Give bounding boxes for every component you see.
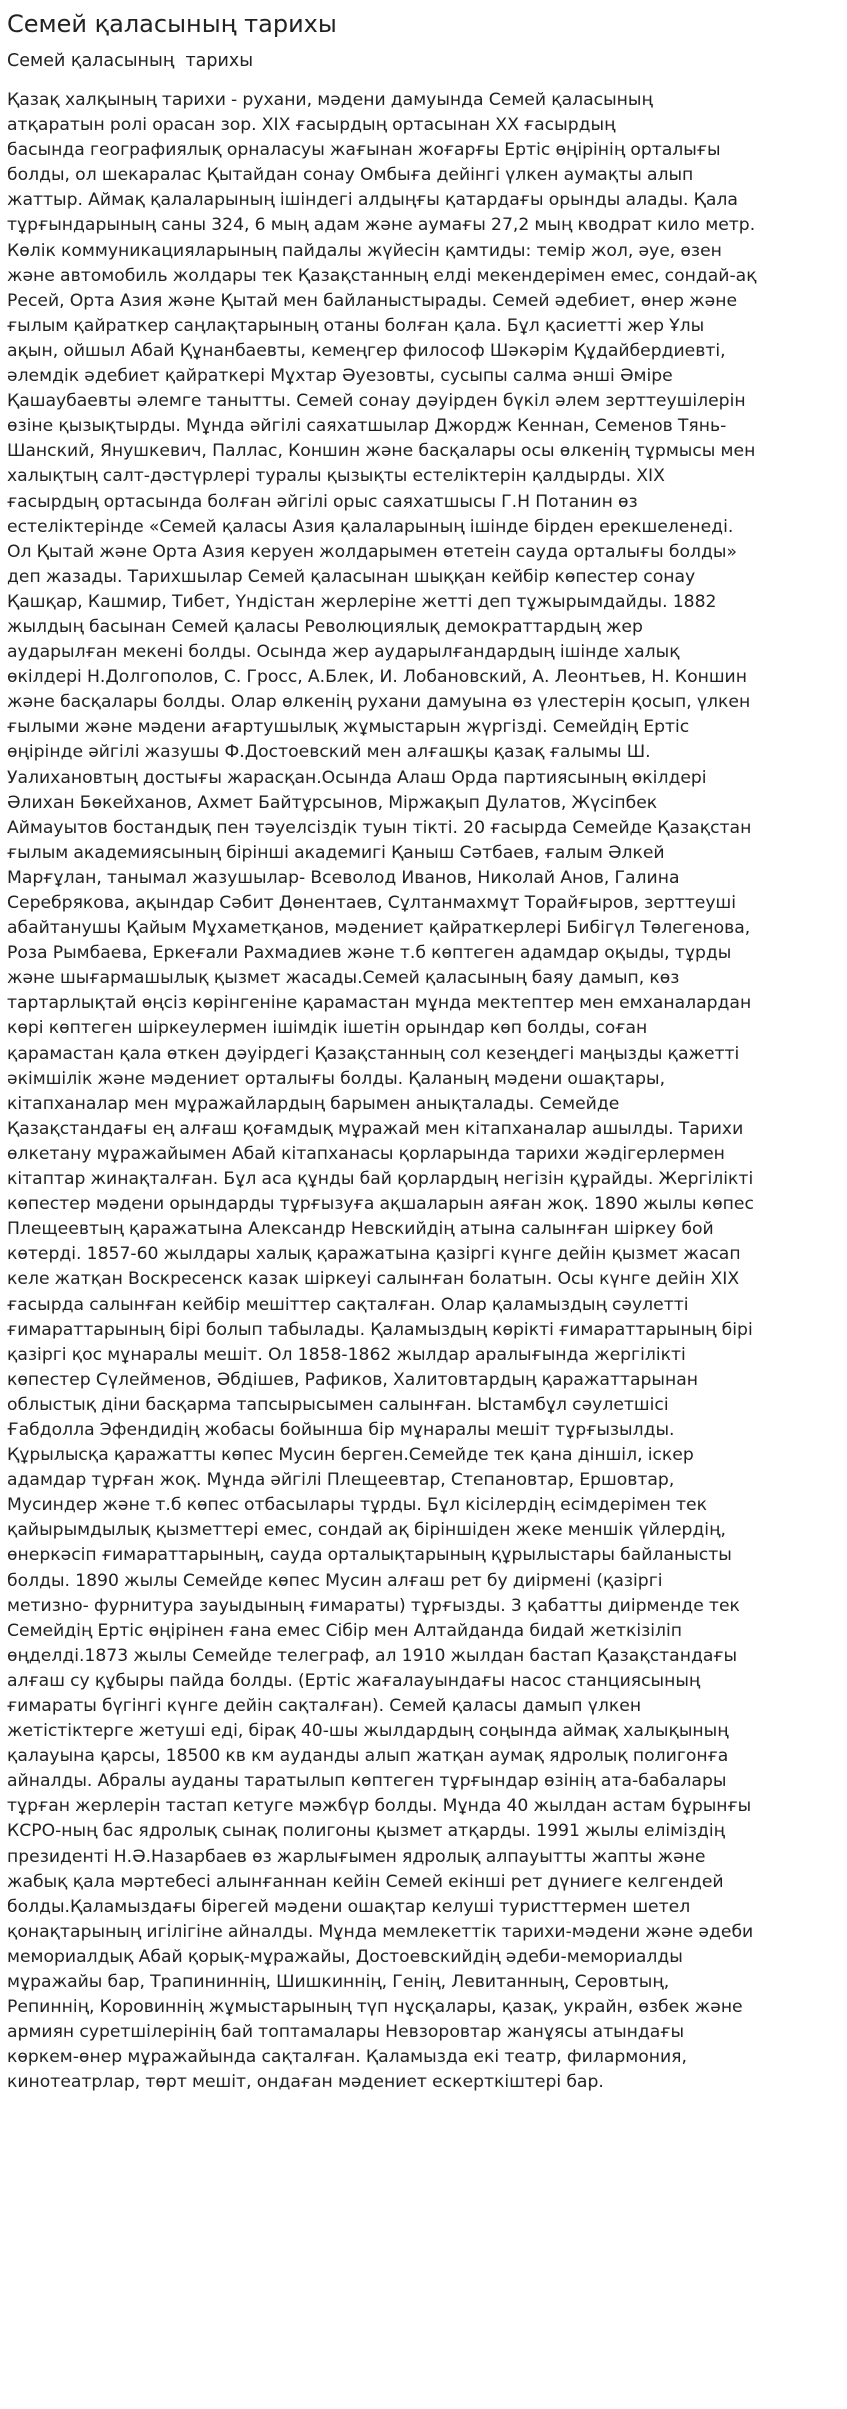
- body-line: жетістіктерге жетуші еді, бірақ 40-шы жылдардың соңында аймақ халықының: [7, 1721, 729, 1742]
- body-line: халықтың салт-дәстүрлері туралы қызықты естеліктерін қалдырды. XIX: [7, 466, 665, 487]
- body-line: армиян суретшілерінің бай топтамалары Невзоровтар жанұясы атындағы: [7, 2022, 685, 2043]
- body-line: Уалихановтың достығы жарасқан.Осында Алаш Орда партиясының өкілдері: [7, 767, 707, 788]
- body-line: тұрғындарының саны 324, 6 мың адам және аумағы 27,2 мың кводрат кило метр.: [7, 215, 756, 236]
- body-line: жылдың басынан Семей қаласы Революциялық демократтардың жер: [7, 616, 643, 637]
- body-line: абайтанушы Қайым Мұхаметқанов, мәдениет қайраткерлері Бибігүл Төлегенова,: [7, 918, 751, 939]
- body-line: өнеркәсіп ғимараттарының, сауда орталықтарының құрылыстары байланысты: [7, 1545, 732, 1566]
- body-line: қарамастан қала өткен дәуірдегі Қазақстанның сол кезеңдегі маңызды қажетті: [7, 1043, 740, 1064]
- body-line: Қазақстандағы ең алғаш қоғамдық мұражай мен кітапханалар ашылды. Тарихи: [7, 1118, 744, 1139]
- body-line: өңірінде әйгілі жазушы Ф.Достоевский мен алғашқы қазақ ғалымы Ш.: [7, 742, 651, 763]
- body-line: жаттыр. Аймақ қалаларының ішіндегі алдыңғы қатардағы орынды алады. Қала: [7, 190, 738, 211]
- body-line: қайырымдылық қызметтері емес, сондай ақ біріншіден жеке меншік үйлердің,: [7, 1520, 726, 1541]
- body-line: жабық қала мәртебесі алынғаннан кейін Семей екінші рет дүниеге келгендей: [7, 1871, 724, 1892]
- body-line: және автомобиль жолдары тек Қазақстанның елді мекендерімен емес, сондай-ақ: [7, 265, 757, 286]
- body-line: аударылған мекені болды. Осында жер аударылғандардың ішінде халық: [7, 642, 680, 663]
- body-line: басында географиялық орналасуы жағынан жоғарғы Ертіс өңірінің орталығы: [7, 140, 721, 161]
- body-line: болды, ол шекаралас Қытайдан сонау Омбыға дейінгі үлкен аумақты алып: [7, 165, 694, 186]
- body-line: Көлік коммуникацияларының пайдалы жүйесін қамтиды: темір жол, әуе, өзен: [7, 240, 722, 261]
- body-line: және басқалары болды. Олар өлкенің рухани дамуына өз үлестерін қосып, үлкен: [7, 692, 751, 713]
- body-line: кітаптар жинақталған. Бұл аса құнды бай қорлардың негізін құрайды. Жергілікті: [7, 1169, 754, 1190]
- body-line: Серебрякова, ақындар Сәбит Дөнентаев, Сұлтанмахмұт Торайғыров, зерттеуші: [7, 893, 737, 913]
- body-line: Қашқар, Кашмир, Тибет, Үндістан жерлеріне жетті деп тұжырымдайды. 1882: [7, 591, 717, 612]
- body-line: мұражайы бар, Трапининнің, Шишкиннің, Генің, Левитанның, Серовтың,: [7, 1972, 670, 1993]
- body-line: алғаш су құбыры пайда болды. (Ертіс жағалауындағы насос станциясының: [7, 1670, 701, 1691]
- article-body: [7, 88, 839, 2096]
- body-line: Қашаубаевты әлемге танытты. Семей сонау дәуірден бүкіл әлем зерттеушілерін: [7, 391, 746, 412]
- body-line: ғылым академиясының бірінші академигі Қаныш Сәтбаев, ғалым Әлкей: [7, 842, 665, 863]
- body-line: тартарлықтай өңсіз көрінгеніне қарамастан мұнда мектептер мен емханалардан: [7, 993, 752, 1014]
- body-line: Плещеевтың қаражатына Александр Невскийдің атына салынған шіркеу бой: [7, 1219, 714, 1240]
- body-line: көпестер мәдени орындарды тұрғызуға ақшаларын аяған жоқ. 1890 жылы көпес: [7, 1194, 754, 1215]
- body-line: ғимараттарының бірі болып табылады. Қаламыздың көрікті ғимараттарының бірі: [7, 1319, 753, 1340]
- body-line: және шығармашылық қызмет жасады.Семей қаласының баяу дамып, көз: [7, 968, 680, 989]
- body-line: айналды. Абралы ауданы таратылып көптеген тұрғындар өзінің ата-бабалары: [7, 1771, 727, 1792]
- body-line: ғасырдың ортасында болған әйгілі орыс саяхатшысы Г.Н Потанин өз: [7, 491, 638, 512]
- body-line: болды. 1890 жылы Семейде көпес Мусин алғаш рет бу диірмені (қазіргі: [7, 1570, 663, 1591]
- body-line: тұрған жерлерін тастап кетуге мәжбүр болды. Мұнда 40 жылдан астам бұрынғы: [7, 1796, 752, 1817]
- body-line: Ол Қытай және Орта Азия керуен жолдарымен өтетеін сауда орталығы болды»: [7, 541, 737, 562]
- body-line: Құрылысқа қаражатты көпес Мусин берген.Семейде тек қана діншіл, іскер: [7, 1445, 694, 1466]
- body-line: ғасырда салынған кейбір мешіттер сақталған. Олар қаламыздың сәулетті: [7, 1294, 689, 1315]
- body-line: метизно- фурнитура зауыдының ғимараты) тұрғызды. 3 қабатты диірменде тек: [7, 1595, 740, 1616]
- body-line: әлемдік әдебиет қайраткері Мұхтар Әуезовты, сусыпы салма әнші Әміре: [7, 366, 673, 387]
- body-line: қазіргі қос мұнаралы мешіт. Ол 1858-1862 жылдар аралығында жергілікті: [7, 1344, 686, 1365]
- body-line: Ғабдолла Эфендидің жобасы бойынша бір мұнаралы мешіт тұрғызылды.: [7, 1419, 675, 1440]
- body-line: Роза Рымбаева, Еркеғали Рахмадиев және т.б көптеген адамдар оқыды, тұрды: [7, 943, 732, 964]
- body-line: әкімшілік және мәдениет орталығы болды. Қаланың мәдени ошақтары,: [7, 1068, 666, 1089]
- body-line: ғимараты бүгінгі күнге дейін сақталған). Семей қаласы дамып үлкен: [7, 1696, 642, 1716]
- body-line: президенті Н.Ә.Назарбаев өз жарлығымен ядролық алпауытты жапты және: [7, 1846, 706, 1867]
- body-line: болды.Қаламыздағы бірегей мәдени ошақтар келуші туристтермен шетел: [7, 1896, 691, 1917]
- body-line: атқаратын ролі орасан зор. XIX ғасырдың ортасынан XX ғасырдың: [7, 115, 616, 136]
- article-subtitle: Семей қаласының тарихы: [7, 51, 254, 71]
- body-line: Шанский, Янушкевич, Паллас, Коншин және басқалары осы өлкенің тұрмысы мен: [7, 441, 756, 462]
- body-line: Ресей, Орта Азия және Қытай мен байланыстырады. Семей әдебиет, өнер және: [7, 290, 738, 311]
- body-line: КСРО-ның бас ядролық сынақ полигоны қызмет атқарды. 1991 жылы еліміздің: [7, 1821, 726, 1842]
- page-title: Семей қаласының тарихы: [7, 10, 337, 38]
- body-line: ғылыми және мәдени ағартушылық жұмыстарын жүргізді. Семейдің Ертіс: [7, 717, 690, 738]
- body-line: деп жазады. Тарихшылар Семей қаласынан шыққан кейбір көпестер сонау: [7, 566, 696, 587]
- body-line: облыстық діни басқарма тапсырысымен салынған. Ыстамбұл сәулетшісі: [7, 1394, 669, 1415]
- body-line: Әлихан Бөкейханов, Ахмет Байтұрсынов, Міржақып Дулатов, Жүсіпбек: [7, 792, 658, 813]
- body-line: ғылым қайраткер саңлақтарының отаны болған қала. Бұл қасиетті жер Ұлы: [7, 315, 705, 336]
- body-line: Репиннің, Коровиннің жұмыстарының түп нұсқалары, қазақ, украйн, өзбек және: [7, 1997, 743, 2018]
- body-line: келе жатқан Воскресенск казак шіркеуі салынған болатын. Осы күнге дейін XIX: [7, 1269, 740, 1290]
- body-line: өкілдері Н.Долгополов, С. Гросс, А.Блек, И. Лобановский, А. Леонтьев, Н. Коншин: [7, 667, 747, 688]
- body-line: мемориалдық Абай қорық-мұражайы, Достоевскийдің әдеби-мемориалды: [7, 1946, 683, 1967]
- body-line: өзіне қызықтырды. Мұнда әйгілі саяхатшылар Джордж Кеннан, Семенов Тянь-: [7, 416, 727, 437]
- body-line: естеліктерінде «Семей қаласы Азия қалаларының ішінде бірден ерекшеленеді.: [7, 516, 734, 537]
- body-line: өңделді.1873 жылы Семейде телеграф, ал 1910 жылдан бастап Қазақстандағы: [7, 1645, 738, 1666]
- body-line: қалауына қарсы, 18500 кв км ауданды алып жатқан аумақ ядролық полигонға: [7, 1746, 729, 1767]
- body-line: Қазақ халқының тарихи - рухани, мәдени дамуында Семей қаласының: [7, 90, 653, 110]
- body-line: көпестер Сүлейменов, Әбдішев, Рафиков, Халитовтардың қаражаттарынан: [7, 1369, 698, 1390]
- body-line: Мусиндер және т.б көпес отбасылары тұрды. Бұл кісілердің есімдерімен тек: [7, 1495, 707, 1516]
- body-line: өлкетану мұражайымен Абай кітапханасы қорларында тарихи жәдігерлермен: [7, 1143, 725, 1164]
- body-line: көрі көптеген шіркеулермен ішімдік ішетін орындар көп болды, соған: [7, 1018, 648, 1039]
- body-line: кинотеатрлар, төрт мешіт, ондаған мәдениет ескерткіштері бар.: [7, 2072, 604, 2093]
- body-line: қонақтарының игілігіне айналды. Мұнда мемлекеттік тарихи-мәдени және әдеби: [7, 1921, 754, 1942]
- body-line: ақын, ойшыл Абай Құнанбаевты, кемеңгер философ Шәкәрім Құдайбердиевті,: [7, 340, 726, 361]
- body-line: көтерді. 1857-60 жылдары халық қаражатына қазіргі күнге дейін қызмет жасап: [7, 1244, 741, 1265]
- body-line: кітапханалар мен мұражайлардың барымен анықталады. Семейде: [7, 1093, 620, 1114]
- body-line: көркем-өнер мұражайында сақталған. Қаламызда екі театр, филармония,: [7, 2047, 687, 2068]
- body-line: Аймауытов бостандық пен тәуелсіздік туын тікті. 20 ғасырда Семейде Қазақстан: [7, 817, 752, 838]
- body-line: Семейдің Ертіс өңірінен ғана емес Сібір мен Алтайданда бидай жеткізіліп: [7, 1620, 683, 1641]
- body-line: Марғұлан, танымал жазушылар- Всеволод Иванов, Николай Анов, Галина: [7, 867, 680, 888]
- body-line: адамдар тұрған жоқ. Мұнда әйгілі Плещеевтар, Степановтар, Ершовтар,: [7, 1470, 675, 1491]
